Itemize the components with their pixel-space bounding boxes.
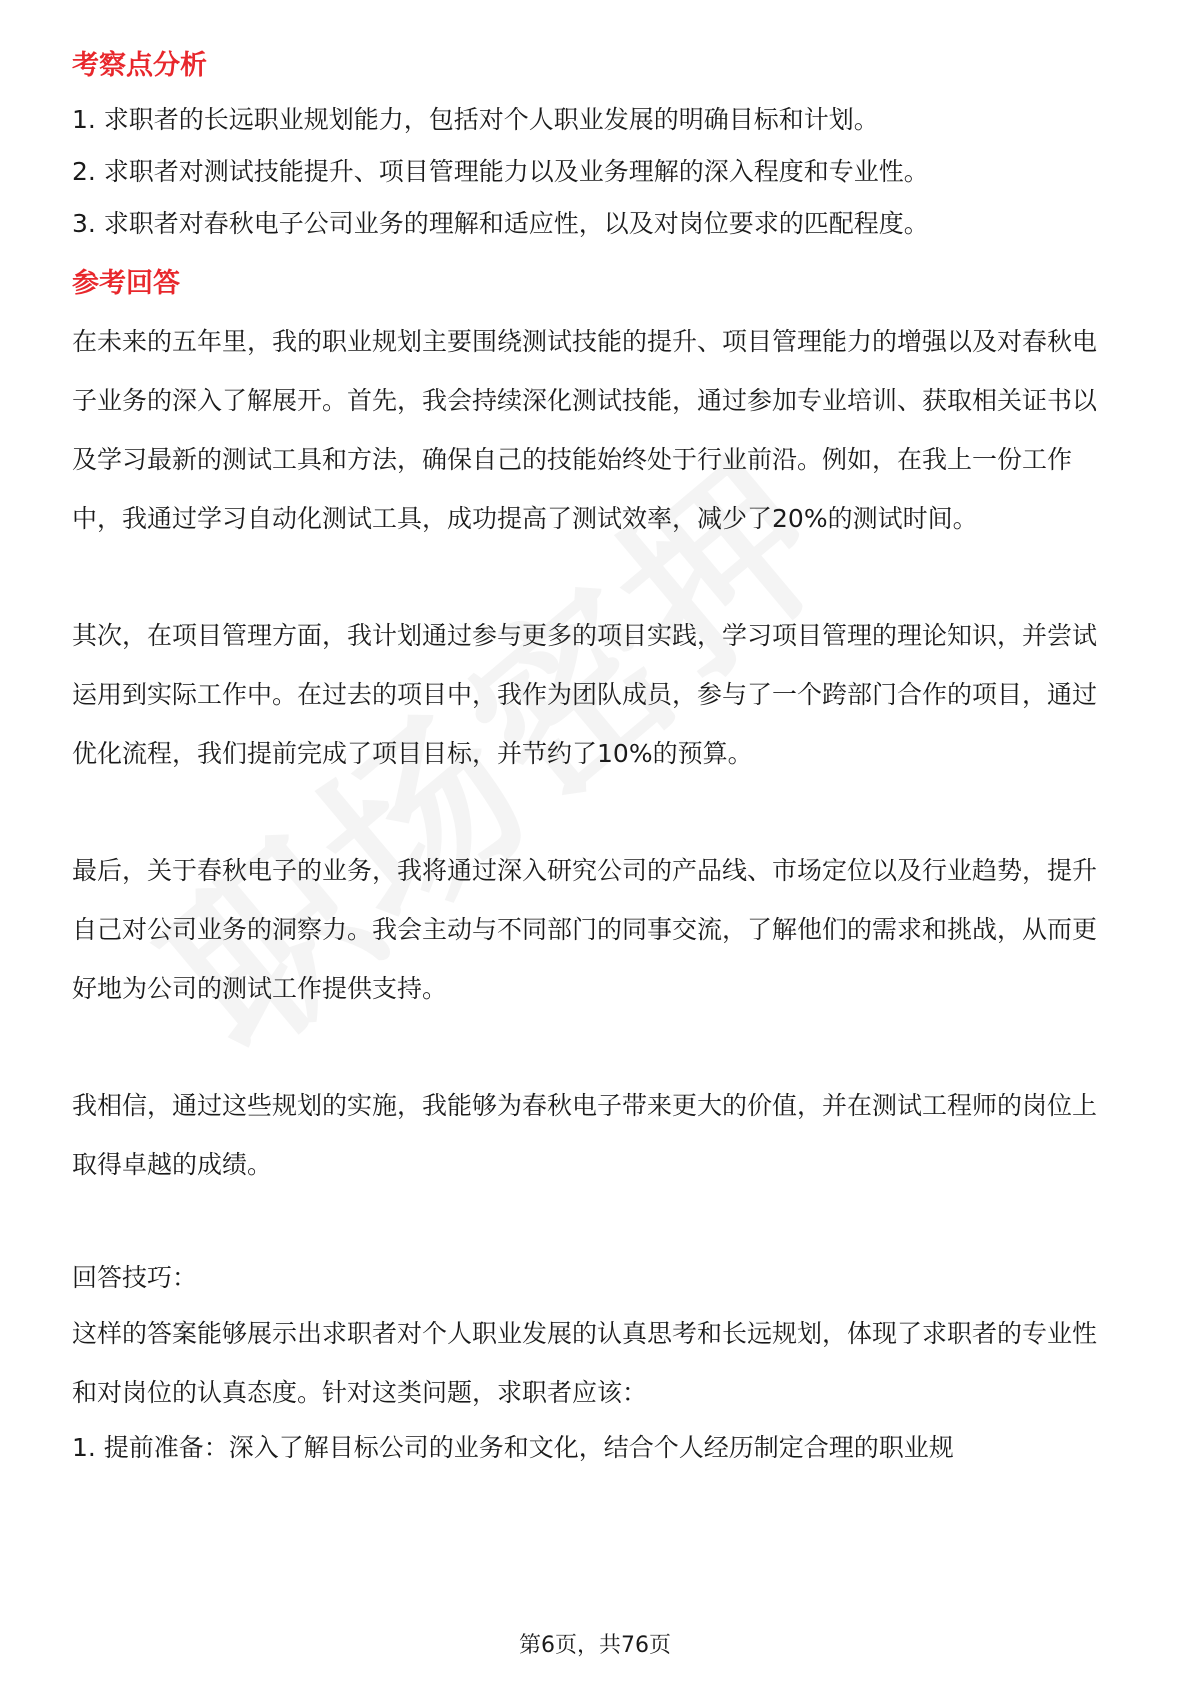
answer-heading: 参考回答 [72,268,180,299]
answer-paragraph: 最后，关于春秋电子的业务，我将通过深入研究公司的产品线、市场定位以及行业趋势，提升自己对公司业务的洞察力。我会主动与不同部门的同事交流，了解他们的需求和挑战，从而更好地为公司的测试工作提供支持。 [72,856,1098,1003]
answer-paragraph: 其次，在项目管理方面，我计划通过参与更多的项目实践，学习项目管理的理论知识，并尝试运用到实际工作中。在过去的项目中，我作为团队成员，参与了一个跨部门合作的项目，通过优化流程，我们提前完成了项目目标，并节约了10%的预算。 [72,621,1098,768]
analysis-item: 1. 求职者的长远职业规划能力，包括对个人职业发展的明确目标和计划。 [72,105,879,134]
tips-intro: 这样的答案能够展示出求职者对个人职业发展的认真思考和长远规划，体现了求职者的专业性和对岗位的认真态度。针对这类问题，求职者应该： [72,1319,1098,1407]
page-number: 第6页，共76页 [519,1633,671,1658]
analysis-heading: 考察点分析 [72,50,207,81]
answer-paragraph: 在未来的五年里，我的职业规划主要围绕测试技能的提升、项目管理能力的增强以及对春秋电子业务的深入了解展开。首先，我会持续深化测试技能，通过参加专业培训、获取相关证书以及学习最新的测试工具和方法，确保自己的技能始终处于行业前沿。例如，在我上一份工作中，我通过学习自动化测试工具，成功提高了测试效率，减少了20%的测试时间。 [72,327,1098,533]
answer-paragraph: 我相信，通过这些规划的实施，我能够为春秋电子带来更大的价值，并在测试工程师的岗位上取得卓越的成绩。 [72,1091,1098,1179]
tips-label: 回答技巧： [72,1263,198,1292]
analysis-item: 3. 求职者对春秋电子公司业务的理解和适应性，以及对岗位要求的匹配程度。 [72,209,929,238]
document-body [72,46,1118,1474]
tips-item: 1. 提前准备：深入了解目标公司的业务和文化，结合个人经历制定合理的职业规 [72,1433,954,1462]
analysis-item: 2. 求职者对测试技能提升、项目管理能力以及业务理解的深入程度和专业性。 [72,157,929,186]
